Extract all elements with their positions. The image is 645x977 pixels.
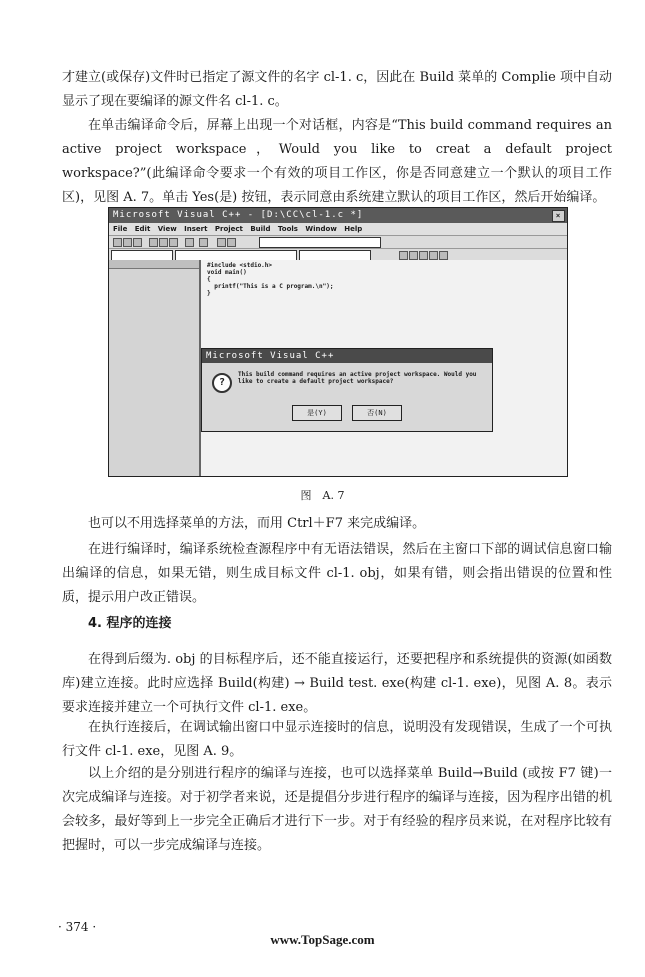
menu-tools: Tools xyxy=(277,225,298,233)
menu-insert: Insert xyxy=(184,225,208,233)
menu-edit: Edit xyxy=(134,225,151,233)
new-file-icon xyxy=(113,238,122,247)
output-icon xyxy=(227,238,236,247)
paragraph-5: 在得到后缀为. obj 的目标程序后，还不能直接运行，还要把程序和系统提供的资源(如函数库)建立连接。此时应选择 Build(构建) → Build test. exe(构建 cl-1. exe)，见图 A. 8。表示要求连接并建立一个可执行文件 cl-1. exe。 xyxy=(62,652,612,715)
question-icon: ? xyxy=(212,373,232,393)
window-titlebar xyxy=(109,208,567,223)
menu-file: File xyxy=(113,225,128,233)
workspace-pane-header xyxy=(109,260,199,269)
menu-build: Build xyxy=(250,225,271,233)
open-file-icon xyxy=(123,238,132,247)
workspace-icon xyxy=(217,238,226,247)
close-icon: × xyxy=(552,210,565,222)
redo-icon xyxy=(199,238,208,247)
build-icon xyxy=(409,251,418,260)
breakpoint-icon xyxy=(439,251,448,260)
menu-bar xyxy=(109,223,567,236)
standard-toolbar xyxy=(109,236,567,249)
window-title: Microsoft Visual C++ - [D:\CC\cl-1.c *] xyxy=(113,210,364,220)
figure-a7-screenshot xyxy=(108,207,568,477)
paragraph-6: 在执行连接后，在调试输出窗口中显示连接时的信息，说明没有发现错误，生成了一个可执行文件 cl-1. exe，见图 A. 9。 xyxy=(62,720,612,759)
save-icon xyxy=(133,238,142,247)
paragraph-7: 以上介绍的是分别进行程序的编译与连接，也可以选择菜单 Build→Build (或按 F7 键)一次完成编译与连接。对于初学者来说，还是提倡分步进行程序的编译与连接，因为程序出错的机会较多，最好等到上一步完全正确后才进行下一步。对于有经验的程序员来说，在对程序比较有把握时，可以一步完成编译与连接。 xyxy=(62,766,612,853)
yes-button: 是(Y) xyxy=(292,405,342,421)
no-button: 否(N) xyxy=(352,405,402,421)
paragraph-1: 才建立(或保存)文件时已指定了源文件的名字 cl-1. c，因此在 Build 菜单的 Complie 项中自动显示了现在要编译的源文件名 cl-1. c。 xyxy=(62,70,612,109)
undo-icon xyxy=(185,238,194,247)
menu-view: View xyxy=(157,225,177,233)
menu-project: Project xyxy=(214,225,243,233)
paragraph-2: 在单击编译命令后，屏幕上出现一个对话框，内容是“This build command requires an active project workspace，Would you like to creat a default project workspace?”(此编译命令要求一个有效的项目工作区，你是否同意建立一个默认的项目工作区)，见图 A. 7。单击 Yes(是) 按钮，表示同意由系统建立默认的项目工作区，然后开始编译。 xyxy=(62,118,612,205)
dialog-message: This build command requires an active project workspace. Would you like to create a default project workspace? xyxy=(238,371,477,385)
figure-caption: 图 A. 7 xyxy=(300,489,345,502)
find-combo xyxy=(259,237,381,248)
section-heading: 4. 程序的连接 xyxy=(88,616,172,631)
footer-url: www.TopSage.com xyxy=(270,932,375,947)
paragraph-3: 也可以不用选择菜单的方法，而用 Ctrl＋F7 来完成编译。 xyxy=(88,516,426,531)
paste-icon xyxy=(169,238,178,247)
menu-window: Window xyxy=(305,225,337,233)
dialog-title: Microsoft Visual C++ xyxy=(202,349,492,363)
menu-help: Help xyxy=(344,225,363,233)
workspace-pane xyxy=(109,260,201,476)
source-code: #include <stdio.h> void main() { printf("This is a C program.\n"); } xyxy=(207,262,334,297)
compile-icon xyxy=(399,251,408,260)
execute-icon xyxy=(429,251,438,260)
page-number: · 374 · xyxy=(58,920,97,934)
paragraph-4: 在进行编译时，编译系统检查源程序中有无语法错误，然后在主窗口下部的调试信息窗口输出编译的信息，如果无错，则生成目标文件 cl-1. obj，如果有错，则会指出错误的位置和性质，提示用户改正错误。 xyxy=(62,542,612,605)
build-dialog xyxy=(201,348,493,432)
cut-icon xyxy=(149,238,158,247)
stop-build-icon xyxy=(419,251,428,260)
copy-icon xyxy=(159,238,168,247)
